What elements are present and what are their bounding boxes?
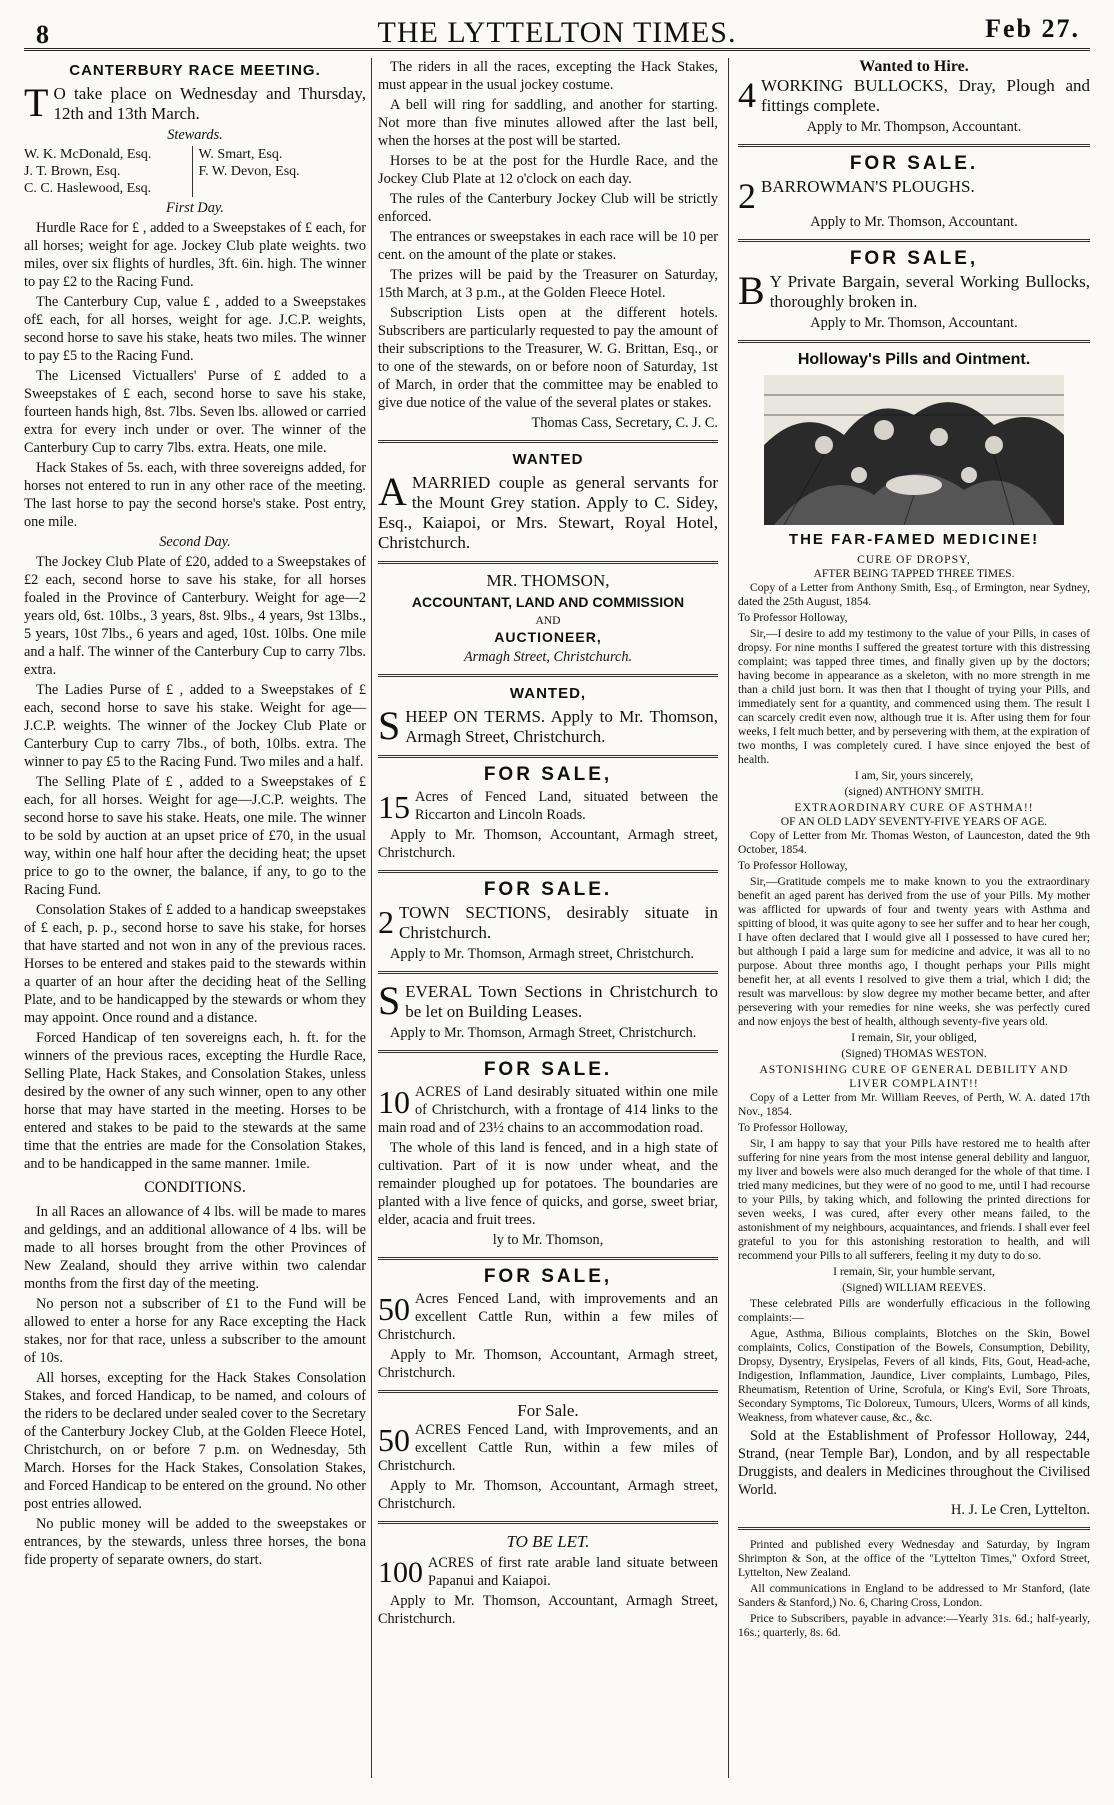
divider bbox=[378, 1257, 718, 1260]
apply-line: Apply to Mr. Thomson, Accountant, Armagh street, Christchurch. bbox=[378, 827, 718, 861]
race-rule: The rules of the Canterbury Jockey Club will be strictly enforced. bbox=[378, 191, 718, 225]
dropsy-heading: CURE OF DROPSY, bbox=[857, 553, 971, 566]
apply-line: Apply to Mr. Thomson, Accountant, Armagh street, Christchurch. bbox=[378, 1478, 718, 1512]
apply-line: Apply to Mr. Thomson, Armagh street, Christchurch. bbox=[390, 946, 694, 962]
race-entry: The Canterbury Cup, value £ , added to a Sweepstakes of£ each, for all horses, weight for age. J.C.P. weights, second horse to save his stake, heats two miles. The winner to pay £5 to the Racing Fund. bbox=[24, 294, 366, 364]
stewards-list bbox=[24, 146, 366, 197]
apply-line: ly to Mr. Thomson, bbox=[492, 1232, 604, 1248]
race-entry: The Selling Plate of £ , added to a Sweepstakes of £ each, for all horses. Weight for age—J.C.P. weights. The second horse to save his stake. Heats, one mile. The winner to be sold by auction at an upset price of £70, in the usual way, within one half hour after the deciding heat; the upset price to go to the owner, the balance, if any, to go to the Racing Fund. bbox=[24, 774, 366, 898]
condition-item: No public money will be added to the sweepstakes or entrances, by the stewards, unless three horses, the bona fide property of separate owners, do start. bbox=[24, 1516, 366, 1568]
local-agent: H. J. Le Cren, Lyttelton. bbox=[951, 1502, 1090, 1518]
imprint-subscription-price: Price to Subscribers, payable in advance:—Yearly 31s. 6d.; half-yearly, 16s.; quarterly, 8s. 6d. bbox=[738, 1612, 1090, 1639]
bullocks-ad: 4 WORKING BULLOCKS, Dray, Plough and fittings complete. bbox=[738, 75, 1090, 115]
condition-item: All horses, excepting for the Hack Stakes Consolation Stakes, and forced Handicap, to be named, and colours of the riders to be declared under sealed cover to the Secretary of the Canterbury Jockey Club, at the Golden Fleece Hotel, Christchurch, on or before 7 p.m. on Wednesday, 5th March. Horses for the Hack Stakes, Consolation Stakes, and Forced Handicap to be entered on the ground. No other post entries allowed. bbox=[24, 1370, 366, 1512]
imprint-publisher: Printed and published every Wednesday and Saturday, by Ingram Shrimpton & Son, at the office of the "Lyttelton Times," Oxford Street, Lyttelton, New Zealand. bbox=[738, 1538, 1090, 1579]
column-divider bbox=[371, 58, 372, 1778]
sold-at-notice: Sold at the Establishment of Professor Holloway, 244, Strand, (near Temple Bar), London, and by all respectable Druggists, and dealers in Medicines throughout the Civilised World. bbox=[738, 1428, 1090, 1498]
column-2 bbox=[378, 58, 718, 1630]
divider bbox=[378, 440, 718, 443]
first-day-title: First Day. bbox=[166, 200, 224, 216]
apply-line: Apply to Mr. Thomson, Accountant. bbox=[810, 214, 1018, 230]
column-1 bbox=[24, 58, 366, 1571]
complaints-intro: These celebrated Pills are wonderfully efficacious in the following complaints:— bbox=[738, 1297, 1090, 1324]
asthma-heading: EXTRAORDINARY CURE OF ASTHMA!! bbox=[794, 801, 1034, 814]
race-rule: A bell will ring for saddling, and another for starting. Not more than five minutes allowed after the last bell, when the horses at the post will be started. bbox=[378, 97, 718, 149]
for-sale-heading: FOR SALE. bbox=[849, 153, 979, 174]
thomson-and: AND bbox=[535, 614, 561, 627]
letter-salutation: To Professor Holloway, bbox=[738, 859, 848, 872]
building-leases-ad: SEVERAL Town Sections in Christchurch to be let on Building Leases. bbox=[378, 978, 718, 1023]
letter-intro: Copy of a Letter from Anthony Smith, Esq., of Ermington, near Sydney, dated the 25th August, 1854. bbox=[738, 581, 1090, 608]
letter-signature: (Signed) THOMAS WESTON. bbox=[841, 1047, 987, 1060]
page-number: 8 bbox=[36, 20, 49, 49]
to-be-let-heading: TO BE LET. bbox=[506, 1532, 590, 1551]
letter-intro: Copy of Letter from Mr. Thomas Weston, of Launceston, dated the 9th October, 1854. bbox=[738, 829, 1090, 856]
race-rule: The entrances or sweepstakes in each race will be 10 per cent. on the amount of the plate or stakes. bbox=[378, 229, 718, 263]
letter-closing: I am, Sir, yours sincerely, bbox=[854, 769, 974, 782]
land-50-ad: 50 Acres Fenced Land, with improvements and an excellent Cattle Run, within a few miles of Christchurch. bbox=[378, 1291, 718, 1343]
condition-item: No person not a subscriber of £1 to the Fund will be allowed to enter a horse for any Race excepting the Hack stakes, nor for that race, unless a subscriber to the amount of 10s. bbox=[24, 1296, 366, 1366]
for-sale-heading: FOR SALE. bbox=[483, 879, 613, 900]
asthma-subheading: OF AN OLD LADY SEVENTY-FIVE YEARS OF AGE. bbox=[780, 815, 1048, 828]
apply-line: Apply to Mr. Thomson, Accountant. bbox=[810, 315, 1018, 331]
race-rule: The prizes will be paid by the Treasurer on Saturday, 15th March, at 3 p.m., at the Golden Fleece Hotel. bbox=[378, 267, 718, 301]
divider bbox=[378, 561, 718, 564]
wanted-servants-ad: AMARRIED couple as general servants for the Mount Grey station. Apply to C. Sidey, Esq., Kaiapoi, or Mrs. Stewart, Royal Hotel, Christchurch. bbox=[378, 469, 718, 552]
divider bbox=[738, 1527, 1090, 1530]
apply-line: Apply to Mr. Thomson, Accountant, Armagh street, Christchurch. bbox=[378, 1347, 718, 1381]
apply-line: Apply to Mr. Thompson, Accountant. bbox=[806, 119, 1022, 135]
complaints-list: Ague, Asthma, Bilious complaints, Blotches on the Skin, Bowel complaints, Colics, Constipation of the Bowels, Consumption, Debility, Dropsy, Dysentry, Erysipelas, Fevers of all kinds, Fits, Gout, Head-ache, Indigestion, Inflammation, Jaundice, Liver complaints, Lumbago, Piles, Rheumatism, Retention of Urine, Scrofula, or King's Evil, Sore Throats, Secondary Symptoms, Tic Doloreux, Tumours, Ulcers, Worms of all kinds, Weakness, from whatever cause, &c., &c. bbox=[738, 1327, 1090, 1424]
secretary-signature: Thomas Cass, Secretary, C. J. C. bbox=[531, 415, 718, 431]
stewards-right: W. Smart, Esq. F. W. Devon, Esq. bbox=[192, 146, 367, 197]
for-sale-heading: FOR SALE, bbox=[483, 1266, 613, 1287]
for-sale-heading: FOR SALE, bbox=[483, 764, 613, 785]
letter-closing: I remain, Sir, your humble servant, bbox=[833, 1265, 995, 1278]
condition-item: In all Races an allowance of 4 lbs. will be made to mares and geldings, and an additional allowance of 4 lbs. will be made to all horses brought from the other Provinces of New Zealand, should they arrive within two calendar months from the first day of the meeting. bbox=[24, 1204, 366, 1292]
masthead bbox=[24, 14, 1090, 51]
thomson-address: Armagh Street, Christchurch. bbox=[463, 649, 633, 665]
letter-body: Sir,—Gratitude compels me to make known to you the extraordinary benefit an aged parent has derived from the use of your Pills. My mother was afflicted for upwards of four and twenty years with Asthma and spitting of blood, it was quite agony to see her suffer and to hear her cough, I have often declared that I would give all I possessed to have cured her; but although I paid a large sum for medicine and advice, it was all to no purpose. About three months ago, I thought perhaps your Pills might benefit her, at all events I resolved to give them a trial, which I did; the result was marvellous: by slow degree my mother became better, and after persevering with your remedies for nine weeks, she was perfectly cured and now enjoys the best of health, although seventy-five years old. bbox=[738, 875, 1090, 1028]
divider bbox=[378, 1050, 718, 1053]
wanted-heading: WANTED bbox=[512, 451, 584, 468]
divider bbox=[378, 1390, 718, 1393]
conditions-title: CONDITIONS. bbox=[144, 1179, 246, 1196]
apply-line: Apply to Mr. Thomson, Accountant, Armagh Street, Christchurch. bbox=[378, 1593, 718, 1627]
race-rule: The riders in all the races, excepting the Hack Stakes, must appear in the usual jockey costume. bbox=[378, 59, 718, 93]
letter-salutation: To Professor Holloway, bbox=[738, 611, 848, 624]
stewards-title: Stewards. bbox=[167, 127, 223, 143]
second-day-title: Second Day. bbox=[159, 534, 231, 550]
race-entry: The Jockey Club Plate of £20, added to a Sweepstakes of £2 each, second horse to save his stake, for all horses foaled in the Province of Canterbury. Weight for age—2 years old, 6st. 10lbs., 3 years, 8st. 9lbs., 4 years, 9st 13lbs., 5 years, 10st 7lbs., 6 years and aged, 10st. 10lbs. One mile and a half. The winner of the Canterbury Cup to carry 7lbs. extra. bbox=[24, 554, 366, 678]
letter-closing: I remain, Sir, your obliged, bbox=[851, 1031, 977, 1044]
column-3 bbox=[738, 58, 1090, 1642]
apply-line: Apply to Mr. Thomson, Armagh Street, Christchurch. bbox=[390, 1025, 697, 1041]
divider bbox=[378, 971, 718, 974]
race-entry: The Licensed Victuallers' Purse of £ added to a Sweepstakes of £ each, second horse to save his stake, fourteen hands high, 8st. 7lbs. Seven lbs. allowed or carried extra for every inch under or over. The winner of the Canterbury Cup to carry 7lbs. extra. Heats, one mile. bbox=[24, 368, 366, 456]
imprint-london-agent: All communications in England to be addressed to Mr Stanford, (late Sanders & Stanford,) No. 6, Charing Cross, London. bbox=[738, 1582, 1090, 1609]
race-meeting-heading: CANTERBURY RACE MEETING. bbox=[69, 62, 321, 79]
thomson-auctioneer: AUCTIONEER, bbox=[494, 629, 602, 645]
debility-heading: ASTONISHING CURE OF GENERAL DEBILITY AND LIVER COMPLAINT!! bbox=[759, 1063, 1069, 1090]
race-rule: Horses to be at the post for the Hurdle Race, and the Jockey Club Plate at 12 o'clock on each day. bbox=[378, 153, 718, 187]
column-divider bbox=[728, 58, 729, 1778]
wanted-to-hire-heading: Wanted to Hire. bbox=[859, 58, 969, 75]
sheep-ad: SHEEP ON TERMS. Apply to Mr. Thomson, Armagh Street, Christchurch. bbox=[378, 703, 718, 748]
issue-date: Feb 27. bbox=[985, 14, 1080, 43]
race-intro: T O take place on Wednesday and Thursday, 12th and 13th March. bbox=[24, 80, 366, 125]
letter-body: Sir,—I desire to add my testimony to the value of your Pills, in cases of dropsy. For nine months I suffered the greatest torture with this distressing complaint; was tapped three times, and finally given up by the doctors; having become in appearance as a skeleton, with no more strength in me than a child just born. It was then that I thought of trying your Pills, and immediately sent for a quantity, and commenced using them. The result I can scarcely credit even now, although true it is. After using them for four weeks, I felt much better, and by persevering with them, at the expiration of two months, I was completely cured. I have since enjoyed the best of health. bbox=[738, 627, 1090, 766]
town-sections-ad: 2 TOWN SECTIONS, desirably situate in Christchurch. bbox=[378, 903, 718, 942]
race-entry: Hack Stakes of 5s. each, with three sovereigns added, for horses not entered to run in any other race of the meeting. The last horse to pay the second horse's stake. Post entry, one mile. bbox=[24, 460, 366, 530]
letter-signature: (Signed) WILLIAM REEVES. bbox=[842, 1281, 986, 1294]
thomson-name: MR. THOMSON, bbox=[486, 571, 610, 590]
land-description: The whole of this land is fenced, and in a high state of cultivation. Part of it is now under wheat, and the remainder ploughed up for potatoes. The boundaries are planted with a live fence of quicks, and gorse, sweet briar, elder, acacia and fruit trees. bbox=[378, 1140, 718, 1228]
land-15-ad: 15 Acres of Fenced Land, situated between the Riccarton and Lincoln Roads. bbox=[378, 789, 718, 825]
medicine-heading: THE FAR-FAMED MEDICINE! bbox=[788, 531, 1040, 548]
ploughs-ad: 2 BARROWMAN'S PLOUGHS. bbox=[738, 176, 975, 216]
divider bbox=[738, 239, 1090, 242]
divider bbox=[738, 340, 1090, 343]
divider bbox=[378, 1521, 718, 1524]
divider bbox=[378, 755, 718, 758]
letter-body: Sir, I am happy to say that your Pills have restored me to health after suffering for nine years from the most intense general debility and languor, my liver and bowels were also much deranged for the whole of that time. I tried many medicines, but they were of no good to me, until I had recourse to your Pills, by taking which, and following the printed directions for seven weeks, I was cured, after every other means failed, to the astonishment of my neighbours, acquaintances, and friends. I shall ever feel grateful to you for this astonishing restoration to health, and will recommend your Pills to all sufferers, feeling it my duty to do so. bbox=[738, 1137, 1090, 1262]
wanted-heading: WANTED, bbox=[509, 685, 587, 702]
land-10-ad: 10 ACRES of Land desirably situated within one mile of Christchurch, with a frontage of 414 links to the main road and of 23½ chains to an accommodation road. bbox=[378, 1084, 718, 1136]
for-sale-heading: For Sale. bbox=[517, 1401, 579, 1420]
holloway-title: Holloway's Pills and Ointment. bbox=[797, 351, 1031, 368]
for-sale-heading: FOR SALE. bbox=[483, 1059, 613, 1080]
race-rule: Subscription Lists open at the different hotels. Subscribers are particularly requested to pay the amount of their subscriptions to the Treasurer, W. G. Brittan, Esq., or to one of the stewards, on or before noon of Saturday, 1st of March, in order that the committee may be enabled to give due notice of the value of the several plates or stakes. bbox=[378, 305, 718, 411]
arable-land-ad: 100 ACRES of first rate arable land situate between Papanui and Kaiapoi. bbox=[378, 1555, 718, 1589]
divider bbox=[378, 870, 718, 873]
working-bullocks-ad: B Y Private Bargain, several Working Bullocks, thoroughly broken in. bbox=[738, 268, 1090, 313]
race-entry: The Ladies Purse of £ , added to a Sweepstakes of £ each, second horse to save his stake. Weight for age—J.C.P. weights. The winner of the Jockey Club Plate or Canterbury Cup to carry 7lbs., of both, 10lbs. extra. The winner to pay £5 to the Racing Fund. Two miles and a half. bbox=[24, 682, 366, 770]
letter-salutation: To Professor Holloway, bbox=[738, 1121, 848, 1134]
for-sale-heading: FOR SALE, bbox=[849, 248, 979, 269]
race-entry: Hurdle Race for £ , added to a Sweepstakes of £ each, for all horses; weight for age. Jockey Club plate weights. two miles, over six flights of hurdles, 3ft. 6in. high. The winner to pay £2 to the Racing Fund. bbox=[24, 220, 366, 290]
newspaper-title: THE LYTTELTON TIMES. bbox=[377, 16, 737, 49]
divider bbox=[738, 144, 1090, 147]
race-entry: Forced Handicap of ten sovereigns each, h. ft. for the winners of the previous races, excepting the Hurdle Race, Selling Plate, Hack Stakes, and Consolation Stakes, unless desired by the owner of any such winner, open to any other horse that may have started in the meeting. Horses to be entered and stakes to be paid to the stewards at the same time that the entries are made for the Consolation Stakes, and to be handicapped in the same manner. 1mile. bbox=[24, 1030, 366, 1172]
divider bbox=[378, 674, 718, 677]
thomson-title: ACCOUNTANT, LAND AND COMMISSION bbox=[411, 594, 685, 610]
letter-intro: Copy of a Letter from Mr. William Reeves, of Perth, W. A. dated 17th Nov., 1854. bbox=[738, 1091, 1090, 1118]
land-50-ad: 50 ACRES Fenced Land, with Improvements, and an excellent Cattle Run, within a few miles of Christchurch. bbox=[378, 1422, 718, 1474]
dropsy-subheading: AFTER BEING TAPPED THREE TIMES. bbox=[813, 567, 1015, 580]
stewards-left: W. K. McDonald, Esq. J. T. Brown, Esq. C. C. Haslewood, Esq. bbox=[24, 147, 152, 196]
drop-cap: T bbox=[24, 80, 49, 125]
letter-signature: (signed) ANTHONY SMITH. bbox=[844, 785, 984, 798]
race-entry: Consolation Stakes of £ added to a handicap sweepstakes of £ each, p. p., second horse to save his stake, for horses that have started and not won in any of the previous races. Horses to be entered and stakes paid to the stewards within a quarter of an hour after the deciding heat of the Selling Plate, and to be handicapped by the stewards or whom they may appoint. Once round and a distance. bbox=[24, 902, 366, 1026]
holloway-engraving-image bbox=[764, 375, 1064, 525]
